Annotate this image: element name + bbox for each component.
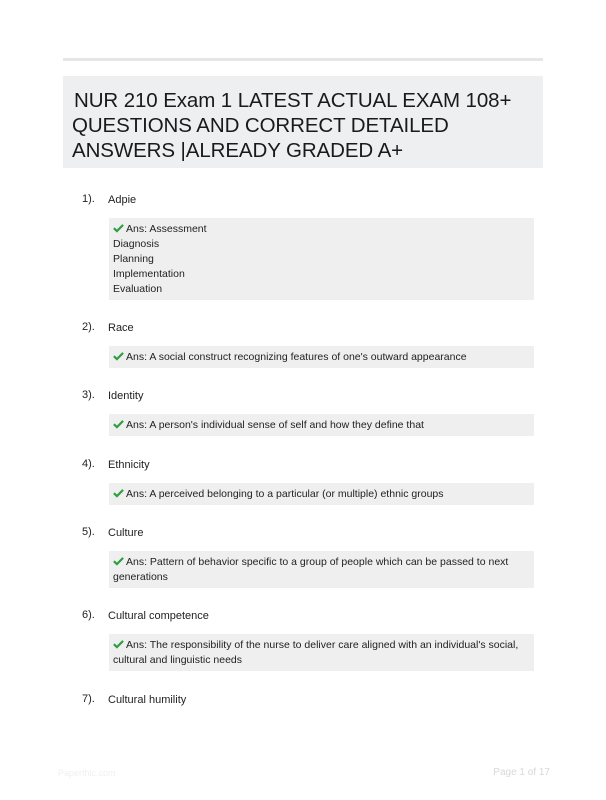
- question-term: Cultural humility: [108, 694, 187, 706]
- answer-text: Ans: A person's individual sense of self and how they define that: [126, 419, 424, 431]
- question-number: 4).: [82, 458, 95, 470]
- question-term: Race: [108, 322, 134, 334]
- answer-text: Ans: A social construct recognizing features of one's outward appearance: [126, 351, 467, 363]
- question-number: 1).: [82, 193, 95, 205]
- question-term: Cultural competence: [108, 610, 209, 622]
- top-divider: [63, 58, 543, 61]
- check-icon: [113, 351, 124, 361]
- check-icon: [113, 419, 124, 429]
- answer-text: Ans: Pattern of behavior specific to a group of people which can be passed to next: [126, 556, 509, 568]
- answer-text: Ans: A perceived belonging to a particular (or multiple) ethnic groups: [126, 488, 444, 500]
- answer-line: [113, 555, 530, 570]
- answer-box: [109, 634, 534, 671]
- answer-box: [109, 483, 534, 505]
- answer-line: [113, 222, 530, 237]
- answer-line: [113, 350, 530, 365]
- question-term: Adpie: [108, 194, 137, 206]
- question-number: 5).: [82, 526, 95, 538]
- title-line-1: NUR 210 Exam 1 LATEST ACTUAL EXAM 108+: [74, 89, 512, 112]
- answer-line: [113, 418, 530, 433]
- answer-line: cultural and linguistic needs: [113, 654, 242, 666]
- check-icon: [113, 488, 124, 498]
- answer-text: Ans: Assessment: [126, 223, 207, 235]
- answer-box: [109, 218, 534, 300]
- answer-line: [113, 638, 530, 653]
- question-number: 7).: [82, 693, 95, 705]
- footer-watermark: Paperthic.com: [58, 768, 116, 778]
- title-line-3: ANSWERS |ALREADY GRADED A+: [72, 139, 404, 162]
- answer-line: [113, 487, 530, 502]
- document-title-box: [63, 76, 543, 168]
- answer-line: Evaluation: [113, 283, 163, 295]
- answer-line: Implementation: [113, 268, 185, 280]
- check-icon: [113, 639, 124, 649]
- question-number: 6).: [82, 609, 95, 621]
- check-icon: [113, 556, 124, 566]
- question-number: 3).: [82, 389, 95, 401]
- check-icon: [113, 223, 124, 233]
- answer-text: Ans: The responsibility of the nurse to deliver care aligned with an individual's social,: [126, 639, 519, 651]
- question-term: Identity: [108, 390, 144, 402]
- answer-line: generations: [113, 571, 168, 583]
- answer-box: [109, 346, 534, 368]
- answer-line: Planning: [113, 253, 154, 265]
- answer-box: [109, 551, 534, 588]
- question-term: Culture: [108, 527, 144, 539]
- question-number: 2).: [82, 321, 95, 333]
- page-number: Page 1 of 17: [493, 767, 550, 778]
- answer-line: Diagnosis: [113, 238, 160, 250]
- question-term: Ethnicity: [108, 459, 150, 471]
- answer-box: [109, 414, 534, 436]
- title-line-2: QUESTIONS AND CORRECT DETAILED: [72, 114, 449, 137]
